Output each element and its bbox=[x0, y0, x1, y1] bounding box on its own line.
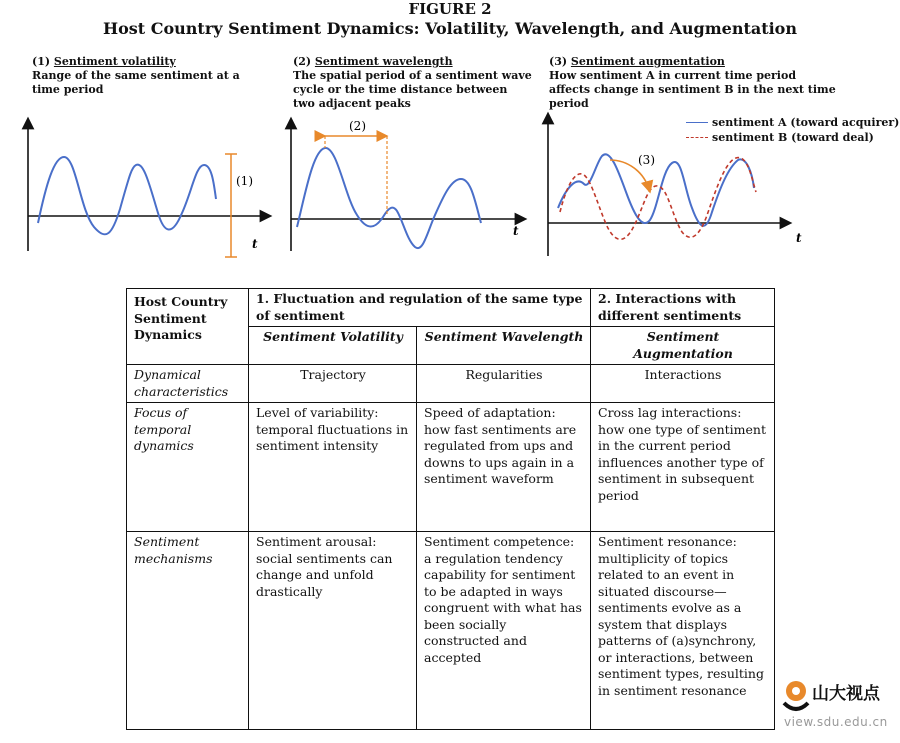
legend-item-sentiment-a bbox=[686, 115, 899, 130]
table-row bbox=[127, 532, 775, 730]
legend-item-sentiment-b bbox=[686, 130, 899, 145]
table-cell: Sentiment competence: a regulation tendency capability for sentiment to be adapted in ways congruent with what has been socially constructed and accepted bbox=[417, 532, 591, 730]
panel-description: Range of the same sentiment at a time period bbox=[32, 69, 240, 96]
watermark-logo-icon bbox=[778, 677, 814, 717]
table-cell: Interactions bbox=[591, 365, 775, 403]
sentiment-dynamics-table bbox=[126, 288, 775, 730]
figure-title: Host Country Sentiment Dynamics: Volatility, Wavelength, and Augmentation bbox=[103, 19, 797, 38]
panel-augmentation-text bbox=[549, 55, 839, 111]
panel-heading: Sentiment augmentation bbox=[570, 55, 725, 68]
table-header-row bbox=[127, 289, 775, 327]
row-label: Dynamical characteristics bbox=[127, 365, 249, 403]
panel-description: How sentiment A in current time period affects change in sentiment B in the next time period bbox=[549, 69, 836, 110]
legend bbox=[686, 115, 899, 145]
legend-swatch-solid bbox=[686, 122, 708, 123]
time-axis-label: t bbox=[796, 231, 802, 245]
panel-heading: Sentiment volatility bbox=[53, 55, 176, 68]
panel-number: (1) bbox=[32, 55, 51, 68]
panel-number: (2) bbox=[293, 55, 312, 68]
panel-heading: Sentiment wavelength bbox=[314, 55, 453, 68]
table-cell: Sentiment arousal: social sentiments can change and unfold drastically bbox=[249, 532, 417, 730]
group-header-fluctuation: 1. Fluctuation and regulation of the same type of sentiment bbox=[249, 289, 591, 327]
column-header-volatility: Sentiment Volatility bbox=[249, 327, 417, 365]
table-row bbox=[127, 365, 775, 403]
panel-wavelength-text bbox=[293, 55, 533, 111]
table-cell: Trajectory bbox=[249, 365, 417, 403]
panel-volatility-text bbox=[32, 55, 262, 97]
figure-label: FIGURE 2 bbox=[408, 0, 492, 18]
panel-description: The spatial period of a sentiment wave cycle or the time distance between two adjacent peaks bbox=[293, 69, 532, 110]
panel-number: (3) bbox=[549, 55, 568, 68]
table-cell: Speed of adaptation: how fast sentiments are regulated from ups and downs to ups again in a sentiment waveform bbox=[417, 403, 591, 532]
sentiment-a-line bbox=[558, 154, 754, 226]
table-cell: Regularities bbox=[417, 365, 591, 403]
time-axis-label: t bbox=[252, 237, 258, 251]
column-header-wavelength: Sentiment Wavelength bbox=[417, 327, 591, 365]
watermark bbox=[776, 677, 894, 737]
group-header-interactions: 2. Interactions with different sentiments bbox=[591, 289, 775, 327]
table-corner: Host Country Sentiment Dynamics bbox=[127, 289, 249, 365]
table-cell: Cross lag interactions: how one type of sentiment in the current period influences another type of sentiment in subsequent period bbox=[591, 403, 775, 532]
row-label: Sentiment mechanisms bbox=[127, 532, 249, 730]
legend-label: sentiment B (toward deal) bbox=[712, 131, 874, 144]
table-cell: Level of variability: temporal fluctuations in sentiment intensity bbox=[249, 403, 417, 532]
augmentation-annotation: (3) bbox=[638, 153, 655, 167]
time-axis-label: t bbox=[513, 224, 519, 238]
volatility-diagram bbox=[20, 115, 280, 265]
row-label: Focus of temporal dynamics bbox=[127, 403, 249, 532]
table-row bbox=[127, 403, 775, 532]
sentiment-wave bbox=[297, 148, 481, 248]
wavelength-diagram bbox=[283, 115, 528, 265]
watermark-url: view.sdu.edu.cn bbox=[784, 715, 888, 729]
legend-label: sentiment A (toward acquirer) bbox=[712, 116, 900, 129]
legend-swatch-dashed bbox=[686, 137, 708, 138]
column-header-augmentation: Sentiment Augmentation bbox=[591, 327, 775, 365]
wavelength-annotation: (2) bbox=[349, 119, 366, 133]
watermark-text: 山大视点 bbox=[812, 684, 880, 704]
volatility-annotation: (1) bbox=[236, 174, 253, 188]
table-cell: Sentiment resonance: multiplicity of topics related to an event in situated discourse—sentiments evolve as a system that displays patterns of (a)synchrony, or interactions, between sentiment types, resulting in sentiment resonance bbox=[591, 532, 775, 730]
sentiment-wave bbox=[38, 157, 216, 234]
